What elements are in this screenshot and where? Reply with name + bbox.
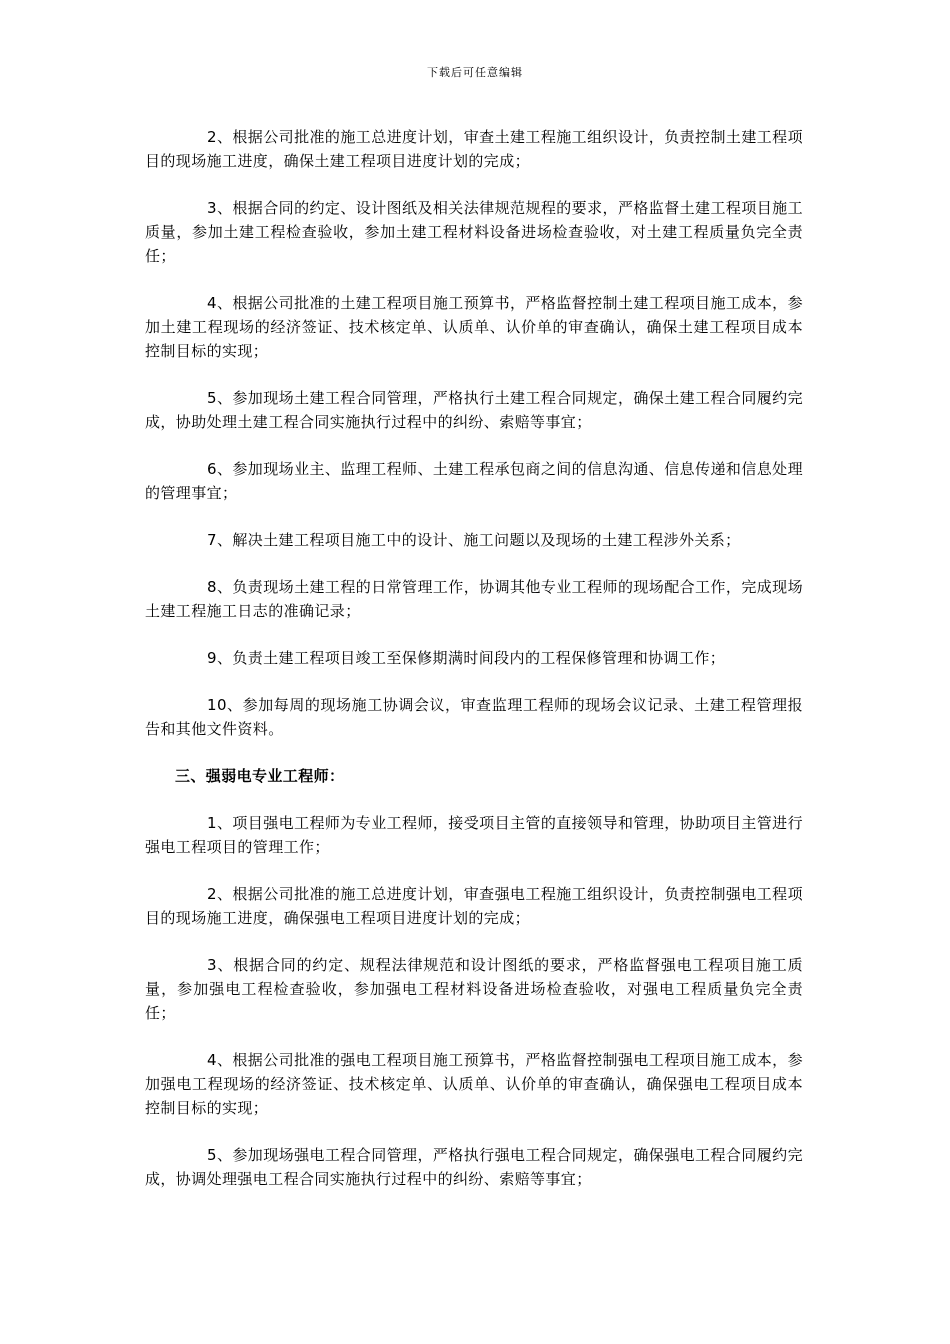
paragraph: 8、负责现场土建工程的日常管理工作，协调其他专业工程师的现场配合工作，完成现场土建工程施工日志的准确记录；: [145, 578, 803, 620]
paragraph: 5、参加现场土建工程合同管理，严格执行土建工程合同规定，确保土建工程合同履约完成，协助处理土建工程合同实施执行过程中的纠纷、索赔等事宜；: [145, 389, 803, 431]
paragraph: 1、项目强电工程师为专业工程师，接受项目主管的直接领导和管理，协助项目主管进行强电工程项目的管理工作；: [145, 814, 803, 856]
paragraph: 5、参加现场强电工程合同管理，严格执行强电工程合同规定，确保强电工程合同履约完成，协调处理强电工程合同实施执行过程中的纠纷、索赔等事宜；: [145, 1146, 803, 1188]
paragraph: 3、根据合同的约定、规程法律规范和设计图纸的要求，严格监督强电工程项目施工质量，参加强电工程检查验收，参加强电工程材料设备进场检查验收，对强电工程质量负完全责任；: [145, 956, 803, 1022]
paragraph: 2、根据公司批准的施工总进度计划，审查强电工程施工组织设计，负责控制强电工程项目的现场施工进度，确保强电工程项目进度计划的完成；: [145, 885, 803, 927]
paragraph: 3、根据合同的约定、设计图纸及相关法律规范规程的要求，严格监督土建工程项目施工质量，参加土建工程检查验收，参加土建工程材料设备进场检查验收，对土建工程质量负完全责任；: [145, 199, 803, 265]
page-header: 下载后可任意编辑: [427, 66, 523, 79]
paragraph: 6、参加现场业主、监理工程师、土建工程承包商之间的信息沟通、信息传递和信息处理的管理事宜；: [145, 460, 803, 502]
paragraph: 2、根据公司批准的施工总进度计划，审查土建工程施工组织设计，负责控制土建工程项目的现场施工进度，确保土建工程项目进度计划的完成；: [145, 128, 803, 170]
document-body: [145, 125, 803, 1214]
paragraph: 9、负责土建工程项目竣工至保修期满时间段内的工程保修管理和协调工作；: [207, 649, 726, 667]
paragraph: 7、解决土建工程项目施工中的设计、施工问题以及现场的土建工程涉外关系；: [207, 531, 741, 549]
paragraph: 10、参加每周的现场施工协调会议，审查监理工程师的现场会议记录、土建工程管理报告和其他文件资料。: [145, 696, 803, 738]
paragraph: 4、根据公司批准的强电工程项目施工预算书，严格监督控制强电工程项目施工成本，参加强电工程现场的经济签证、技术核定单、认质单、认价单的审查确认，确保强电工程项目成本控制目标的实现；: [145, 1051, 803, 1117]
section-heading: 三、强弱电专业工程师：: [175, 767, 345, 785]
paragraph: 4、根据公司批准的土建工程项目施工预算书，严格监督控制土建工程项目施工成本，参加土建工程现场的经济签证、技术核定单、认质单、认价单的审查确认，确保土建工程项目成本控制目标的实现；: [145, 294, 803, 360]
